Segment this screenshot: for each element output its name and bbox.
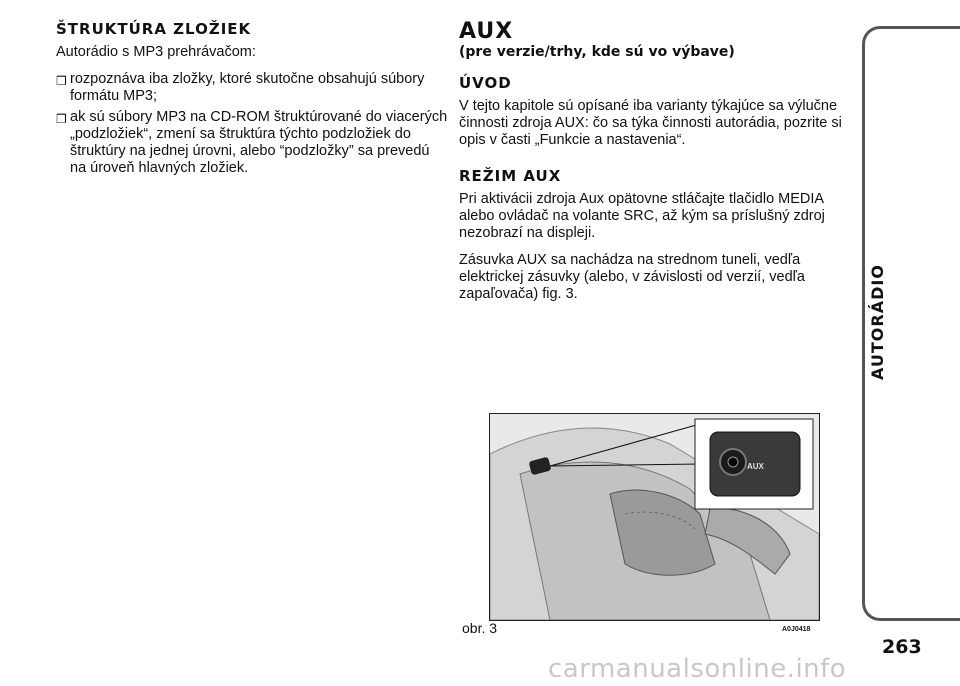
aux-mode-heading: REŽIM AUX: [459, 167, 562, 185]
folder-structure-heading: ŠTRUKTÚRA ZLOŽIEK: [56, 20, 252, 38]
page-number: 263: [882, 636, 922, 658]
bullet-text: ak sú súbory MP3 na CD-ROM štruktúrované do viacerých „podzložiek“, zmení sa štruktúra týchto podzložiek do štruktúry na jednej úrovni, alebo “podzložky” sa prevedú na úroveň hlavných zložiek.: [70, 109, 448, 176]
bullet-item: [56, 109, 448, 177]
aux-socket-figure: [489, 413, 820, 621]
center-console-illustration: [490, 414, 819, 620]
mp3-intro: Autorádio s MP3 prehrávačom:: [56, 44, 256, 60]
chapter-label: AUTORÁDIO: [868, 264, 887, 380]
left-column: [56, 20, 448, 181]
watermark: carmanualsonline.info: [548, 654, 847, 684]
figure-code: A0J0418: [782, 626, 811, 633]
aux-subtitle: (pre verzie/trhy, kde sú vo výbave): [459, 44, 735, 60]
right-column: [459, 20, 854, 313]
checkbox-bullet-icon: ❒: [56, 74, 67, 88]
aux-socket-label: AUX: [747, 462, 764, 471]
bullet-text: rozpoznáva iba zložky, ktoré skutočne obsahujú súbory formátu MP3;: [70, 71, 425, 104]
checkbox-bullet-icon: ❒: [56, 112, 67, 126]
figure-caption: obr. 3: [462, 620, 498, 636]
aux-title: AUX: [459, 19, 514, 44]
bullet-item: [56, 71, 448, 105]
mp3-bullet-list: [56, 71, 448, 177]
intro-heading: ÚVOD: [459, 74, 512, 92]
aux-mode-text-2: Zásuvka AUX sa nachádza na strednom tuneli, vedľa elektrickej zásuvky (alebo, v závislosti od verzií, vedľa zapaľovača) fig. 3.: [459, 252, 805, 302]
aux-mode-text-1: Pri aktivácii zdroja Aux opätovne stláčajte tlačidlo MEDIA alebo ovládač na volante SRC, až kým sa príslušný zdroj nezobrazí na displeji.: [459, 191, 825, 241]
intro-text: V tejto kapitole sú opísané iba varianty týkajúce sa výlučne činnosti zdroja AUX: čo sa týka činnosti autorádia, pozrite si opis v časti „Funkcie a nastavenia“.: [459, 98, 842, 148]
